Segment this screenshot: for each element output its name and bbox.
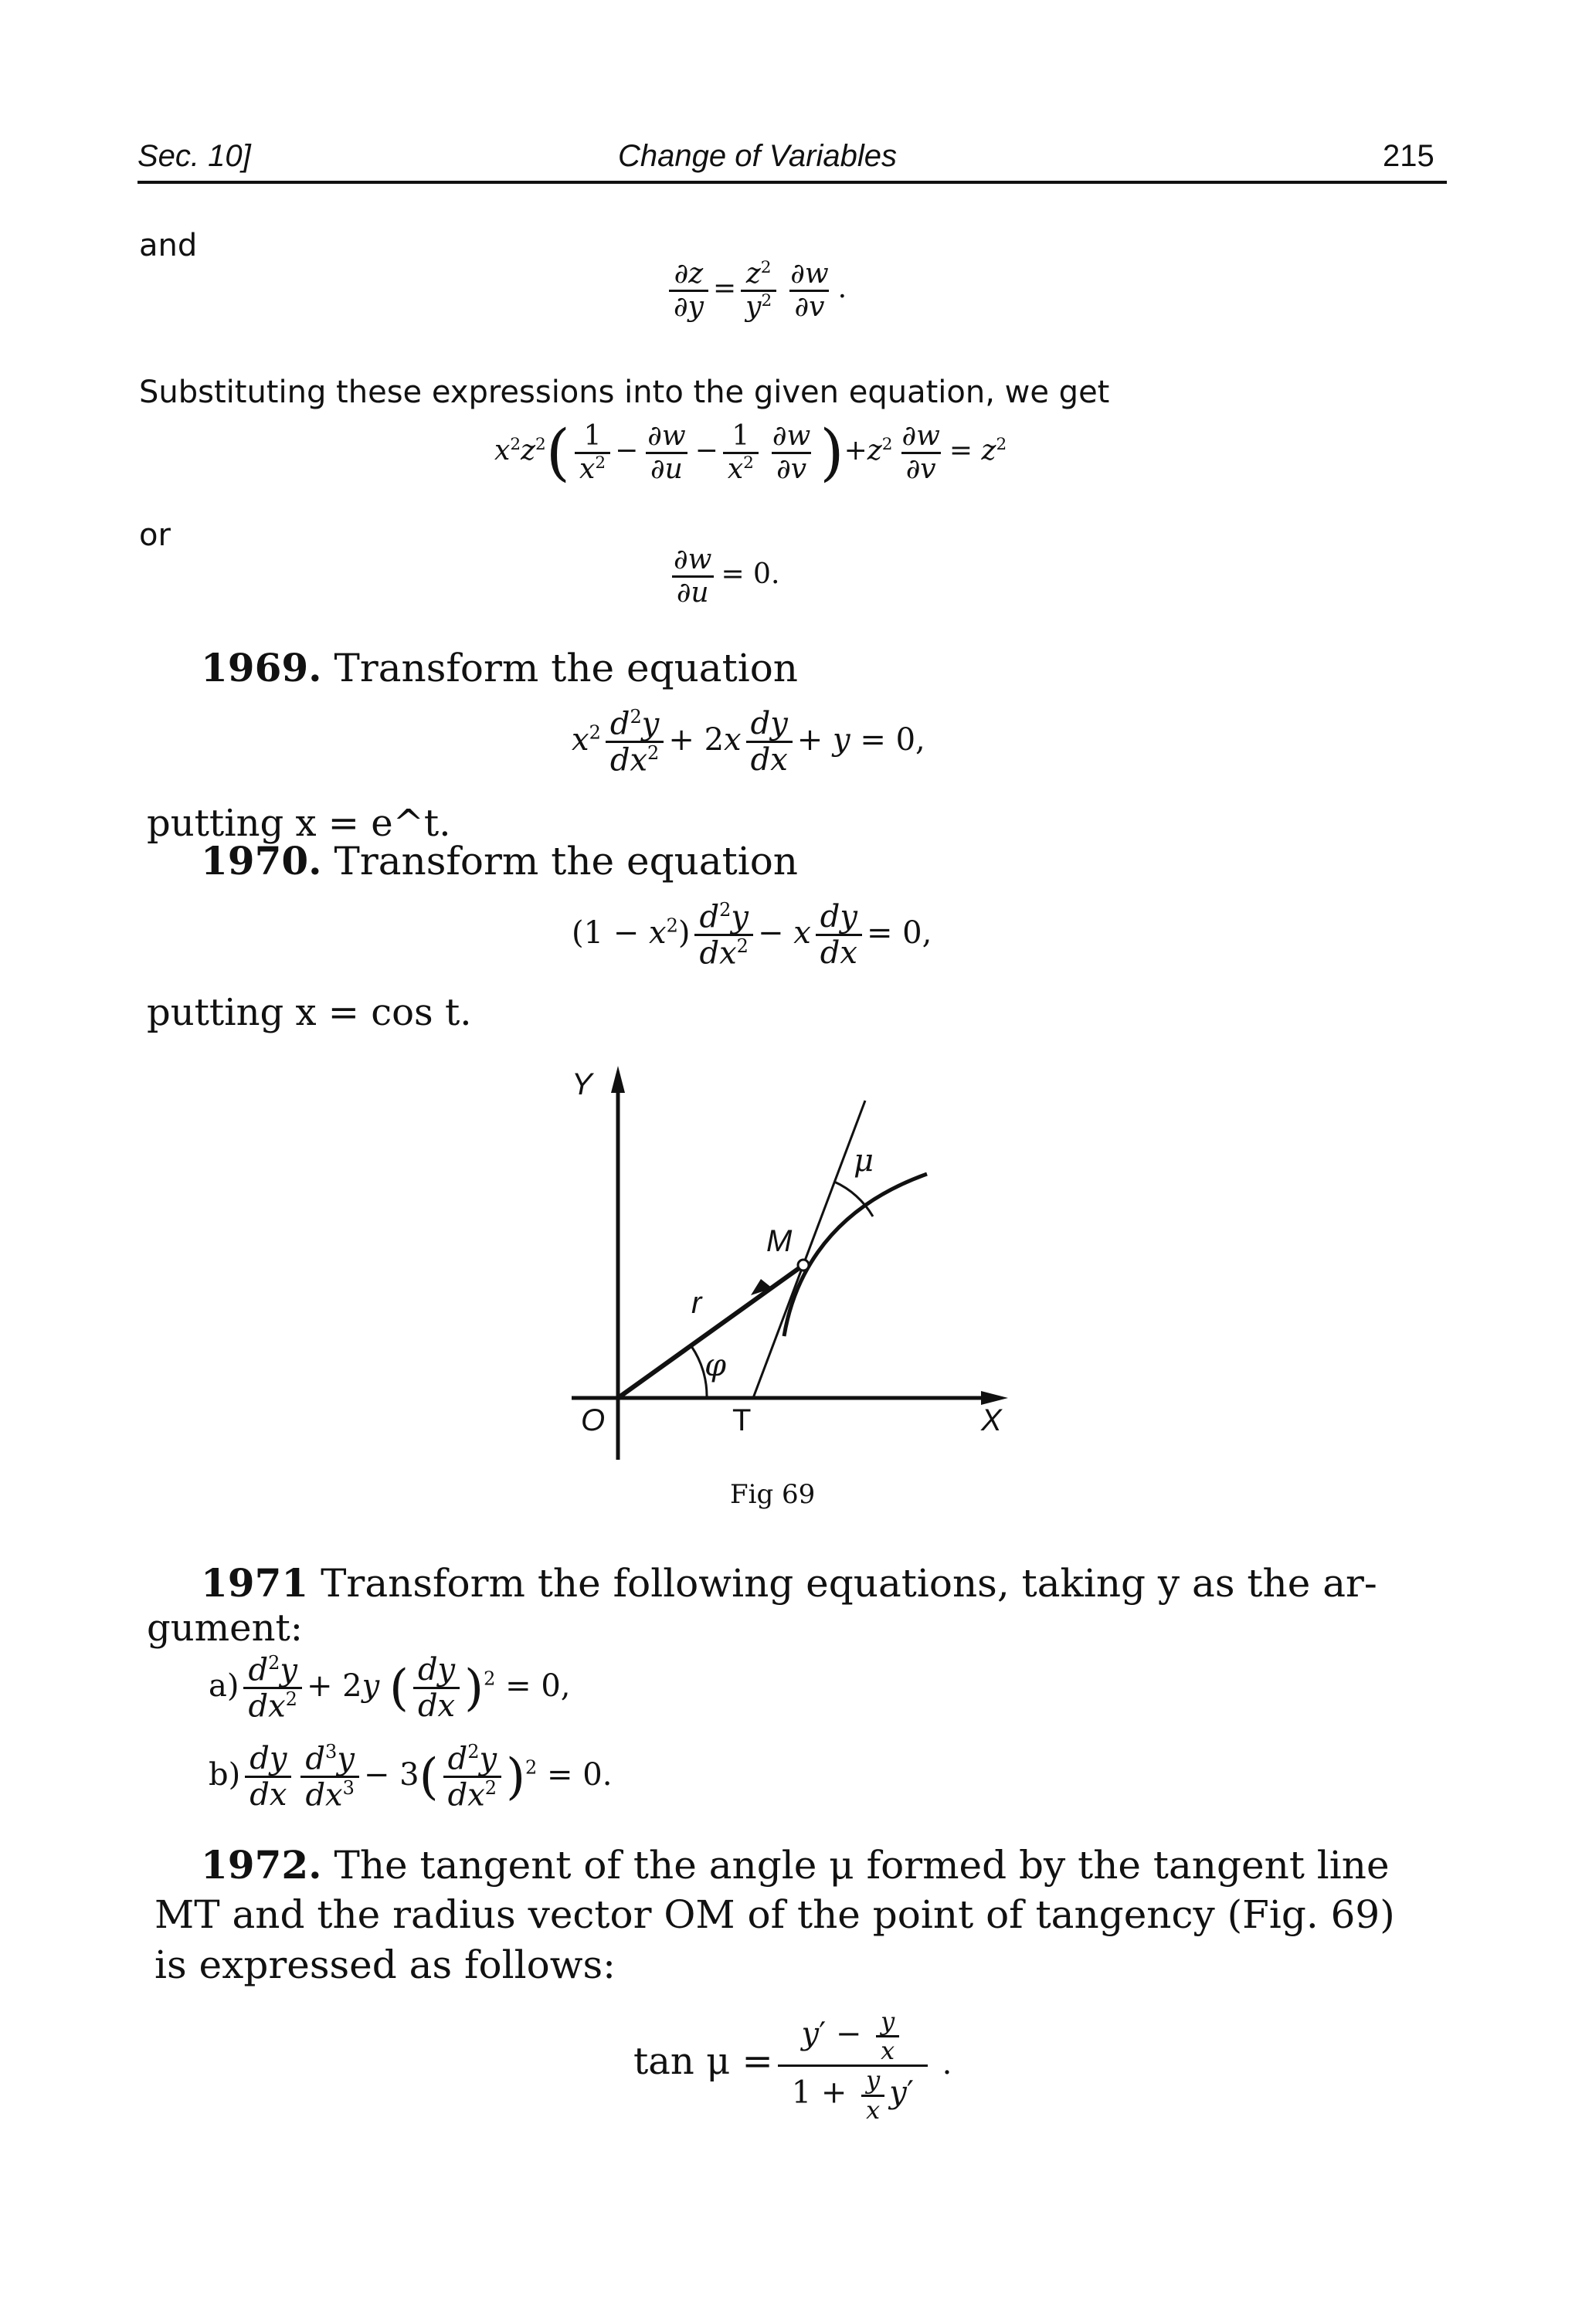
item-b-label: b) [209, 1756, 241, 1793]
angle-mu-arc [834, 1182, 873, 1216]
label-x: X [981, 1403, 1002, 1437]
running-title: Change of Variables [618, 139, 897, 173]
label-y: Y [572, 1067, 592, 1101]
equation-substituted: $x^2z^2$( $\frac{1}{x^2}$ − $\frac{\partial w}{\partial u}$ − $\frac{1}{x^2}$ $\frac{\partial w}{\partial v}$ )$+z^2$ $\frac{\partial w}{\partial v}$ = $z^2$ [494, 416, 1007, 489]
equation-1971b: b) $\frac{dy}{dx}$ $\frac{d^3y}{dx^3}$ − 3( $\frac{d^2y}{dx^2}$ )$^2$ = 0. [209, 1741, 613, 1813]
problem-1969-text: Transform the equation [334, 646, 798, 690]
text-and: and [139, 228, 198, 263]
equation-1969: $x^2$ $\frac{d^2y}{dx^2}$ + 2x $\frac{dy}{dx}$ + y = 0, [572, 706, 925, 779]
label-mu: μ [854, 1143, 874, 1179]
section-label: Sec. 10] [137, 139, 251, 173]
equation-dw-du-zero: $\frac{\partial w}{\partial u}$ = 0. [664, 545, 779, 608]
problem-1971-number: 1971 [201, 1560, 309, 1606]
tan-mu-label: tan μ = [633, 2039, 773, 2083]
equation-1971a: a) $\frac{d^2y}{dx^2}$ + 2y ( $\frac{dy}{dx}$ )$^2$ = 0, [209, 1652, 571, 1725]
y-axis-arrow [611, 1066, 625, 1093]
equation-tan-mu: tan μ = y′ − $\frac{y}{x}$ 1 + $\frac{y}{x}$ y′ . [633, 2007, 952, 2125]
label-phi: φ [704, 1348, 727, 1383]
problem-1969-putting: putting x = e^t. [147, 802, 451, 845]
text-or: or [139, 517, 171, 553]
problem-1972-line1: The tangent of the angle μ formed by the tangent line [334, 1843, 1390, 1888]
curve [784, 1174, 927, 1336]
label-r: r [691, 1286, 702, 1320]
header-rule [137, 181, 1447, 184]
label-o: O [581, 1403, 606, 1437]
problem-1969 [201, 645, 798, 690]
problem-1969-number: 1969. [201, 645, 322, 690]
equation-dz-dy: $\frac{\partial z}{\partial y}$ = $\frac{z^2}{y^2}$ $\frac{\partial w}{\partial v}$ . [664, 259, 847, 322]
point-m [798, 1260, 809, 1271]
label-t: T [732, 1403, 752, 1437]
problem-1972 [201, 1842, 1390, 1888]
problem-1970-putting: putting x = cos t. [147, 991, 472, 1034]
problem-1972-line2: MT and the radius vector OM of the point of tangency (Fig. 69) [154, 1892, 1395, 1937]
problem-1971-text: Transform the following equations, taking y as the ar- [321, 1561, 1377, 1606]
item-a-label: a) [209, 1668, 239, 1704]
problem-1970-number: 1970. [201, 838, 322, 884]
page-number: 215 [1383, 139, 1434, 173]
equation-1970: $(1 - x^2)$ $\frac{d^2y}{dx^2}$ − x $\frac{dy}{dx}$ = 0, [572, 899, 932, 972]
problem-1970-text: Transform the equation [334, 839, 798, 884]
problem-1971-line2: gument: [147, 1606, 303, 1650]
problem-1970 [201, 838, 798, 884]
label-m: M [766, 1224, 793, 1258]
figure-caption: Fig 69 [730, 1479, 816, 1510]
problem-1972-number: 1972. [201, 1842, 322, 1888]
problem-1971 [201, 1560, 1377, 1606]
problem-1972-line3: is expressed as follows: [154, 1942, 616, 1987]
figure-69 [541, 1058, 1081, 1522]
text-substituting: Substituting these expressions into the given equation, we get [139, 375, 1110, 410]
